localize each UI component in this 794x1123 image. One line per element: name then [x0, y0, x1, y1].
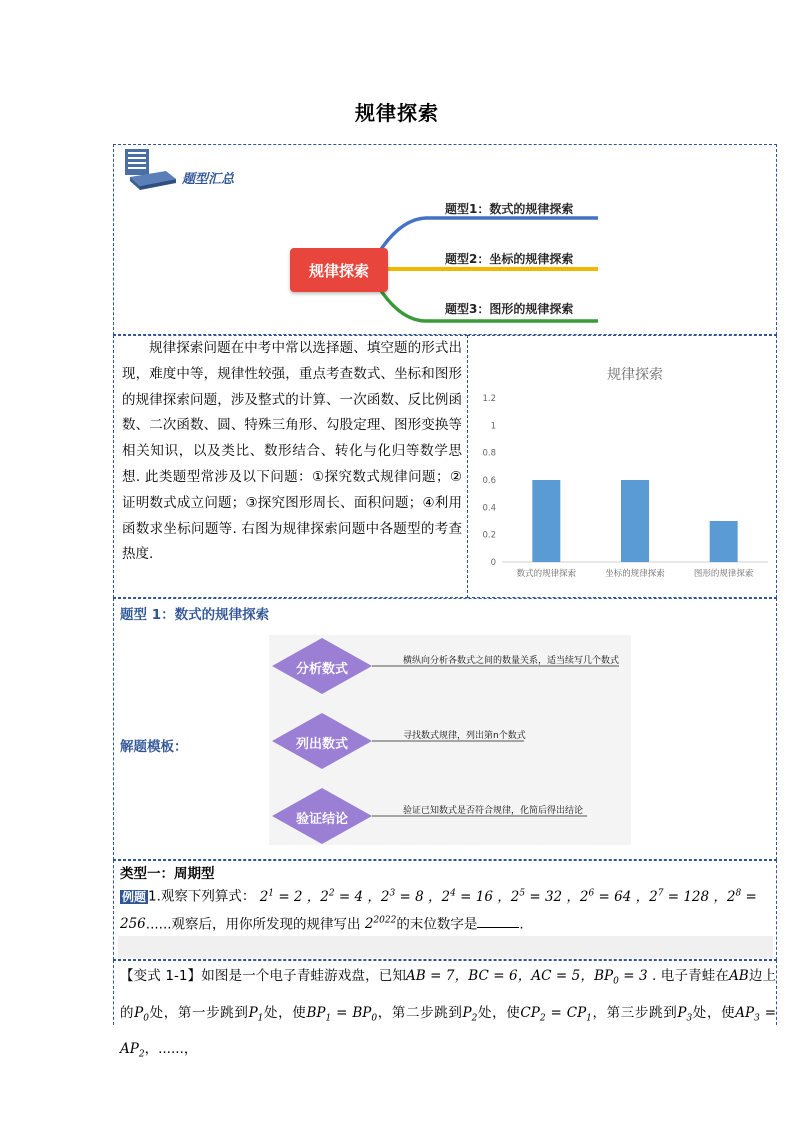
case1-section	[113, 860, 777, 960]
example-tail: ......观察后，用你所发现的规律写出	[145, 916, 361, 932]
bar-1	[532, 480, 560, 562]
x-tick-label-2: 坐标的规律探索	[605, 569, 665, 579]
y-tick-label: 0.4	[482, 503, 496, 514]
example-end: .	[519, 916, 524, 932]
answer-blank[interactable]	[477, 914, 519, 928]
branch-label-2: 题型2：坐标的规律探索	[445, 252, 574, 266]
target-power: $2^{2022}$	[364, 915, 397, 932]
variant-1-1: 【变式 1-1】如图是一个电子青蛙游戏盘，已知AB = 7，BC = 6，AC = 5，$BP_0 = 3$ . 电子青蛙在AB边上的$P_0$处，第一步跳到$P_1$处，使$BP_1 = BP_0$，第二步跳到$P_2$处，使$CP_2 = CP_1$，第三步跳到$P_3$处，使$AP_3 = AP_2$，......，	[120, 968, 777, 1061]
step-label-3: 验证结论	[295, 812, 348, 827]
example-1	[120, 881, 776, 936]
intro-text-section	[113, 335, 468, 598]
heat-bar-chart	[468, 336, 776, 597]
type1-title: 题型 1：数式的规律探索	[120, 607, 270, 623]
x-tick-label-3: 图形的规律探索	[693, 569, 754, 579]
y-tick-label: 1	[490, 421, 496, 432]
step-label-2: 列出数式	[295, 737, 348, 752]
given-values: AB = 7，BC = 6，AC = 5，$BP_0 = 3$	[406, 968, 648, 987]
y-tick-label: 1.2	[482, 394, 496, 404]
step-label-1: 分析数式	[295, 662, 348, 677]
y-tick-label: 0.6	[482, 476, 496, 486]
y-tick-label: 0.8	[482, 448, 496, 459]
intro-paragraph: 规律探索问题在中考中常以选择题、填空题的形式出现，难度中等，规律性较强，重点考查数式、坐标和图形的规律探索问题，涉及整式的计算、一次函数、反比例函数、二次函数、圆、特殊三角形、勾股定理、图形变换等相关知识，以及类比、数形结合、转化与化归等数学思想. 此类题型常涉及以下问题：①探究数式规律问题；②证明数式成立问题；③探究图形周长、面积问题；④利用函数求坐标问题等. 右图为规律探索问题中各题型的考查热度.	[122, 340, 462, 563]
mind-map-center: 规律探索	[290, 248, 388, 292]
case1-title: 类型一：周期型	[120, 866, 215, 882]
step-desc-1: 横纵向分析各数式之间的数量关系，适当续写几个数式	[403, 656, 620, 666]
variant-section	[113, 960, 777, 1061]
formula-list: $2^1 = 2$ ，$2^2 = 4$ ，$2^3 = 8$ ，$2^4 = 16$ ，$2^5 = 32$ ，$2^6 = 64$ ，$2^7 = 128$ ，$2^8 = 256$	[120, 888, 757, 932]
step-desc-3: 验证已知数式是否符合规律，化简后得出结论	[403, 806, 584, 816]
answer-area[interactable]	[118, 936, 773, 958]
x-tick-label-1: 数式的规律探索	[516, 569, 577, 579]
summary-section	[113, 144, 777, 335]
flow-panel	[269, 635, 631, 845]
intro-chart-section	[467, 335, 777, 598]
variant-label: 【变式 1-1】	[120, 968, 202, 984]
y-tick-label: 0.2	[482, 530, 496, 541]
bar-3	[710, 521, 738, 562]
example-badge: 例题	[122, 889, 147, 904]
y-tick-label: 0	[490, 558, 496, 568]
type1-section	[113, 598, 777, 860]
example-tail2: 的末位数字是	[396, 916, 478, 932]
branch-label-3: 题型3：图形的规律探索	[445, 302, 574, 316]
summary-label: 题型汇总	[182, 172, 235, 187]
step-desc-2: 寻找数式规律，列出第n个数式	[403, 731, 526, 741]
chart-title: 规律探索	[607, 367, 663, 383]
branch-label-1: 题型1：数式的规律探索	[445, 202, 574, 216]
example-lead: 观察下列算式：	[160, 888, 256, 905]
page-title: 规律探索	[355, 101, 439, 125]
example-number: 1.	[148, 888, 161, 905]
bar-2	[621, 480, 649, 562]
template-label: 解题模板：	[120, 739, 188, 755]
